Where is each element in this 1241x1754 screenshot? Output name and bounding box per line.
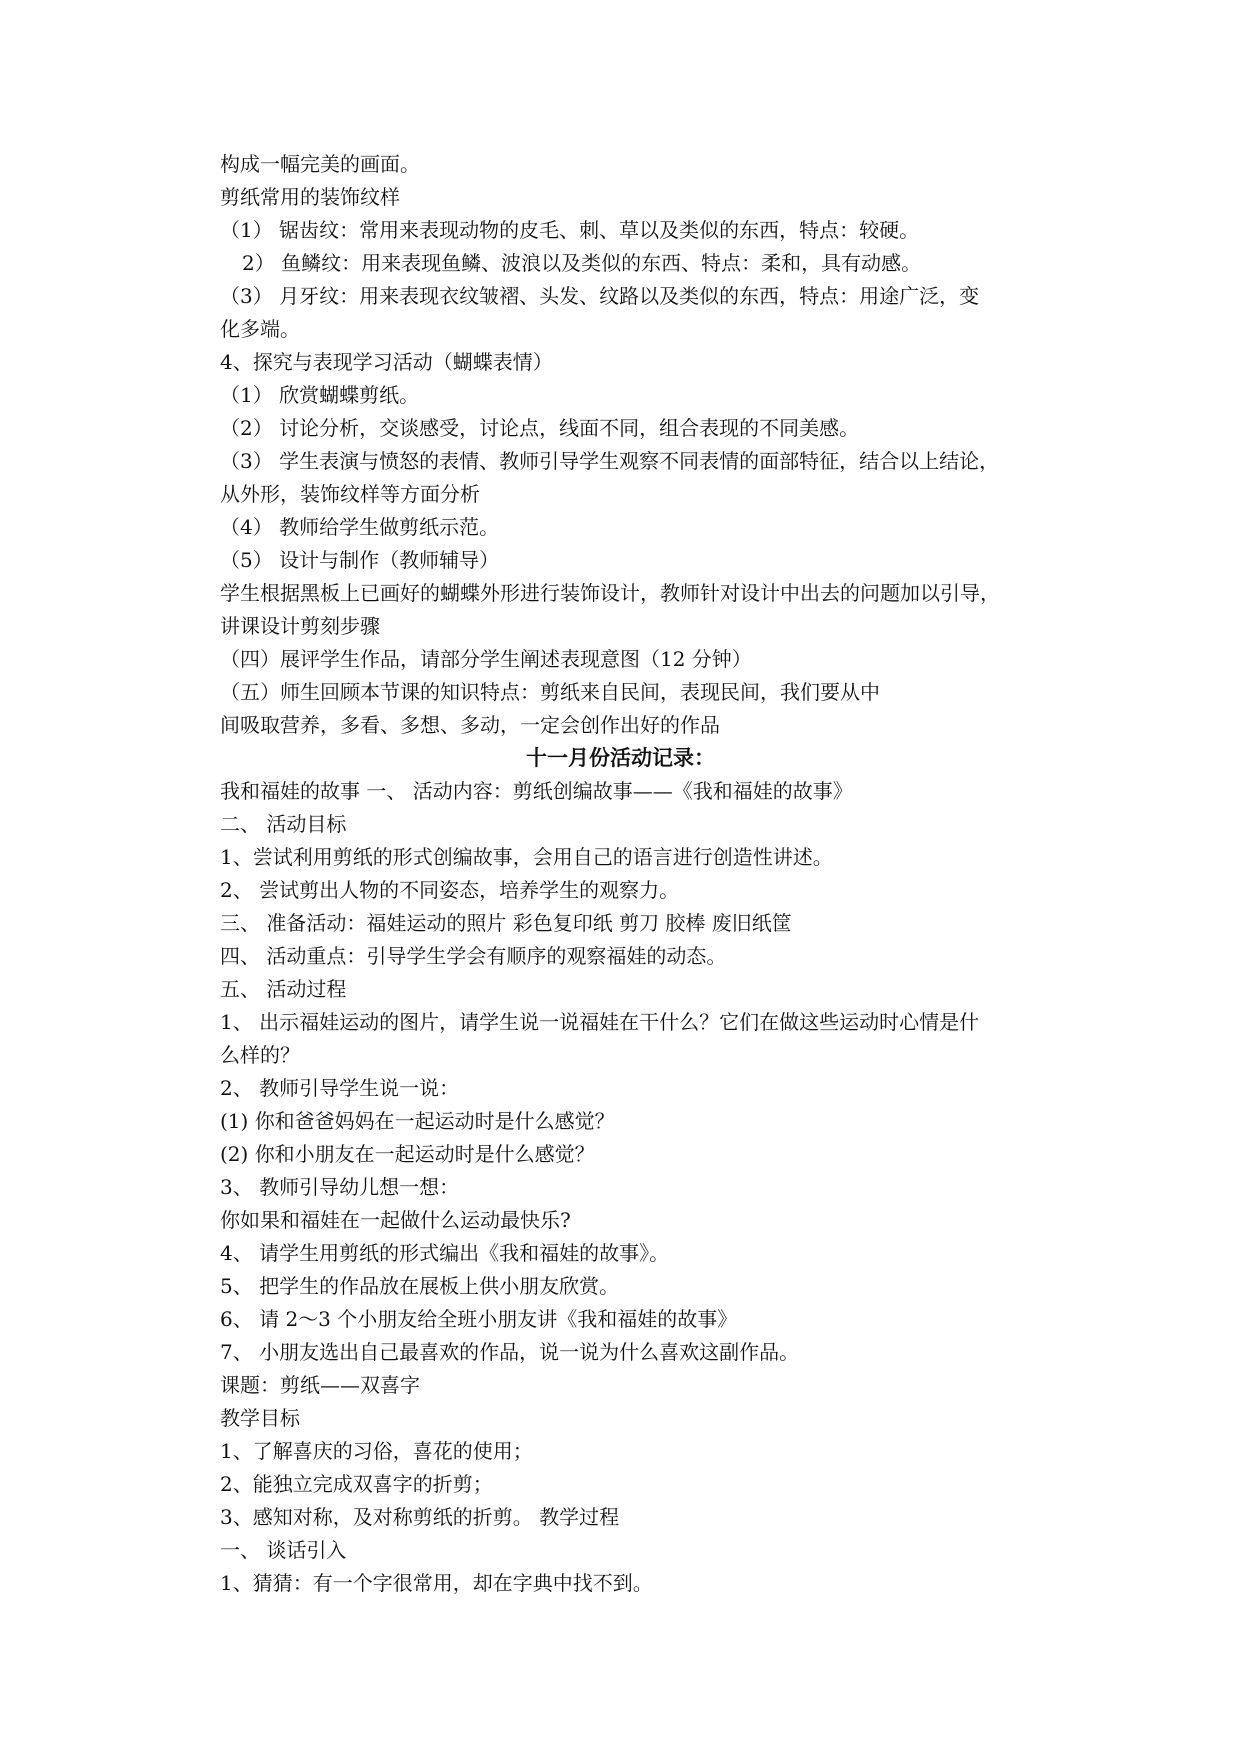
text-line: 3、感知对称，及对称剪纸的折剪。 教学过程 [220,1505,620,1529]
text-line: （5） 设计与制作（教师辅导） [220,548,500,572]
text-line: (1) 你和爸爸妈妈在一起运动时是什么感觉？ [220,1109,615,1133]
text-line: 构成一幅完美的画面。 [220,152,420,176]
text-line: （3） 月牙纹：用来表现衣纹皱褶、头发、纹路以及类似的东西，特点：用途广泛，变 [220,284,980,308]
text-line: 间吸取营养，多看、多想、多动，一定会创作出好的作品 [220,713,720,737]
text-line: 1、猜猜：有一个字很常用，却在字典中找不到。 [220,1571,653,1595]
text-line: 4、 请学生用剪纸的形式编出《我和福娃的故事》。 [220,1241,670,1265]
text-line: 四、 活动重点：引导学生学会有顺序的观察福娃的动态。 [220,944,727,968]
text-line: 2、 教师引导学生说一说： [220,1076,460,1100]
text-line: 化多端。 [220,317,300,341]
text-line: 你如果和福娃在一起做什么运动最快乐? [220,1208,571,1232]
text-line: 学生根据黑板上已画好的蝴蝶外形进行装饰设计，教师针对设计中出去的问题加以引导， [220,581,1000,605]
text-line: 2、能独立完成双喜字的折剪； [220,1472,493,1496]
text-line: (2) 你和小朋友在一起运动时是什么感觉？ [220,1142,595,1166]
text-line: 教学目标 [220,1406,300,1430]
text-line: 五、 活动过程 [220,977,347,1001]
text-line: 课题：剪纸——双喜字 [220,1373,420,1397]
text-line: 我和福娃的故事 一、 活动内容：剪纸创编故事——《我和福娃的故事》 [220,779,853,803]
text-line: （2） 讨论分析，交谈感受，讨论点，线面不同，组合表现的不同美感。 [220,416,860,440]
text-line: 3、 教师引导幼儿想一想： [220,1175,460,1199]
text-line: 1、尝试利用剪纸的形式创编故事，会用自己的语言进行创造性讲述。 [220,845,833,869]
text-line: 7、 小朋友选出自己最喜欢的作品，说一说为什么喜欢这副作品。 [220,1340,800,1364]
text-line: 讲课设计剪刻步骤 [220,614,380,638]
text-line: （1） 欣赏蝴蝶剪纸。 [220,383,420,407]
text-line: 剪纸常用的装饰纹样 [220,185,400,209]
text-line: （四）展评学生作品，请部分学生阐述表现意图（12 分钟） [220,647,752,671]
text-line: 1、了解喜庆的习俗，喜花的使用； [220,1439,533,1463]
text-line: 4、探究与表现学习活动（蝴蝶表情） [220,350,553,374]
text-line: 1、 出示福娃运动的图片，请学生说一说福娃在干什么？它们在做这些运动时心情是什 [220,1010,980,1034]
text-line: （五）师生回顾本节课的知识特点：剪纸来自民间，表现民间，我们要从中 [220,680,880,704]
text-line: （3） 学生表演与愤怒的表情、教师引导学生观察不同表情的面部特征，结合以上结论， [220,449,1000,473]
text-line: （4） 教师给学生做剪纸示范。 [220,515,500,539]
text-line: 么样的？ [220,1043,300,1067]
text-line: 三、 准备活动：福娃运动的照片 彩色复印纸 剪刀 胶棒 废旧纸筐 [220,911,792,935]
section-heading: 十一月份活动记录： [526,745,715,770]
text-line: 2） 鱼鳞纹：用来表现鱼鳞、波浪以及类似的东西、特点：柔和，具有动感。 [242,251,922,275]
text-line: 5、 把学生的作品放在展板上供小朋友欣赏。 [220,1274,620,1298]
text-line: 一、 谈话引入 [220,1538,347,1562]
text-line: （1） 锯齿纹：常用来表现动物的皮毛、刺、草以及类似的东西，特点：较硬。 [220,218,920,242]
text-line: 从外形，装饰纹样等方面分析 [220,482,480,506]
text-line: 6、 请 2～3 个小朋友给全班小朋友讲《我和福娃的故事》 [220,1307,738,1331]
text-line: 2、 尝试剪出人物的不同姿态，培养学生的观察力。 [220,878,680,902]
text-line: 二、 活动目标 [220,812,347,836]
